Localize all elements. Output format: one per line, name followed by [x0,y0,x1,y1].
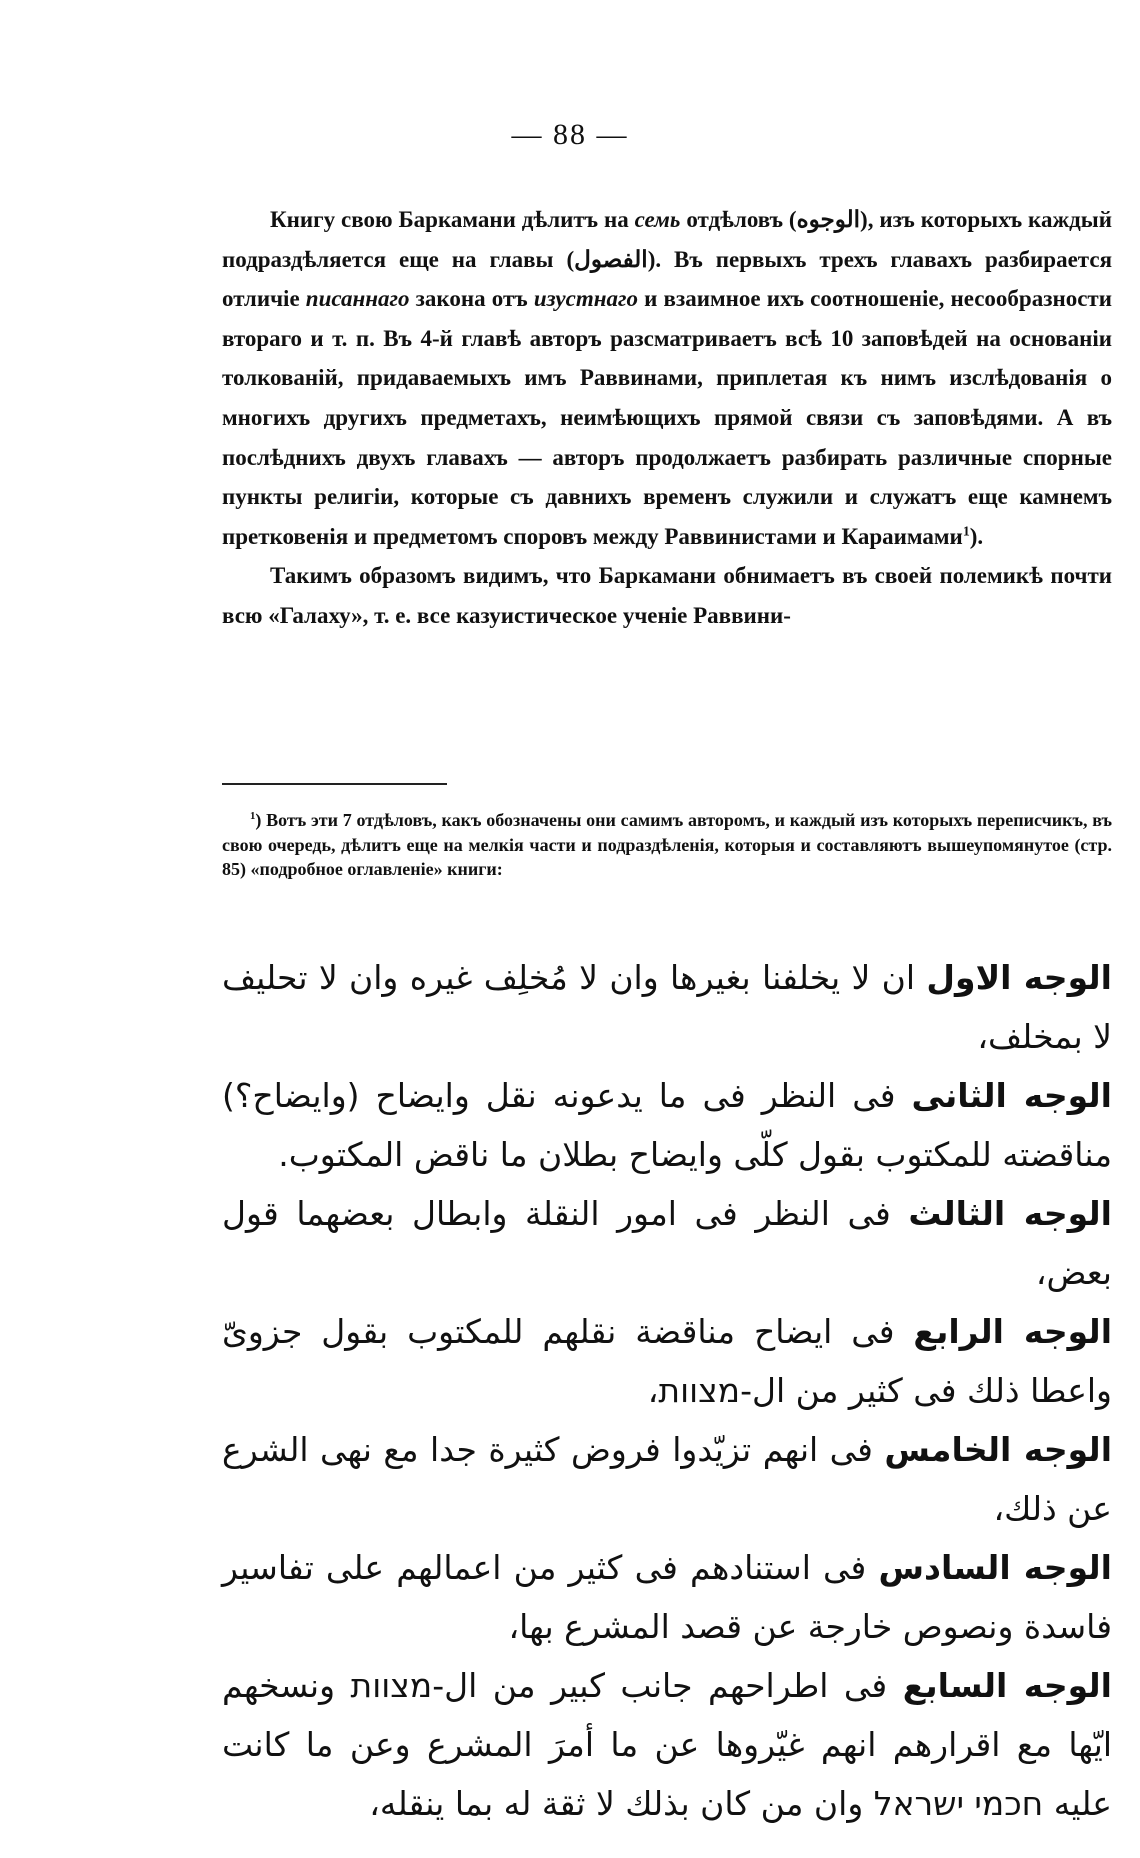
paragraph-2: Такимъ образомъ видимъ, что Баркамани обнимаетъ въ своей полемикѣ почти всю «Галаху», т. е. все казуистическое ученіе Раввини- [222,563,1112,628]
page-number: — 88 — [511,118,629,151]
footnote-body: ) Вотъ эти 7 отдѣловъ, какъ обозначены они самимъ авторомъ, и каждый изъ которыхъ переписчикъ, въ свою очередь, дѣлитъ еще на мелкія части и подраздѣленія, которыя и составляютъ вышеупомянутое (стр. 85) «подробное оглавленіе» книги: [222,810,1112,879]
p1-text-5: ). [969,523,984,549]
p1-text-1: Книгу свою Баркамани дѣлитъ на [270,207,635,232]
p1-text-4: и взаимное ихъ соотношеніе, несообразности втораго и т. п. Въ 4-й главѣ авторъ разсматриваетъ всѣ 10 заповѣдей на основаніи толкованій, придаваемыхъ имъ Раввинами, приплетая къ нимъ изслѣдованія о многихъ другихъ предметахъ, неимѣющихъ прямой связи съ заповѣдями. А въ послѣднихъ двухъ главахъ — авторъ продолжаетъ разбирать различные спорные пункты религіи, которые съ давнихъ временъ служили и служатъ еще камнемъ претковенія и предметомъ споровъ между Раввинистами и Караимами [222,286,1112,549]
paragraph-1 [222,200,1112,556]
arabic-chapter-list [222,948,1112,1833]
arabic-entry-3-text: فى النظر فى امور النقلة وابطال بعضهما قول بعض، [222,1194,1112,1292]
arabic-entry-7-head: الوجه السابع [902,1666,1112,1705]
footnote [222,808,1112,882]
arabic-entry-5-head: الوجه الخامس [884,1430,1113,1469]
p1-text-2: отдѣловъ (الوجوه), изъ которыхъ каждый подраздѣляется еще на главы (الفصول). Въ первыхъ трехъ главахъ разбирается отличіе [222,207,1113,312]
p1-emphasis-oral: изустнаго [533,286,638,312]
arabic-entry-1-text: ان لا يخلفنا بغيرها وان لا مُخلِف غيره وان لا تحليف لا بمخلف، [222,958,1112,1056]
arabic-entry-4 [222,1302,1112,1420]
arabic-entry-5 [222,1420,1112,1538]
arabic-entry-3-head: الوجه الثالث [908,1194,1112,1233]
arabic-entry-1-head: الوجه الاول [926,958,1112,997]
footnote-text [222,808,1112,882]
arabic-entry-2 [222,1066,1112,1184]
p1-emphasis-seven: семь [634,207,681,232]
main-text [222,200,1112,636]
arabic-entry-2-text: فى النظر فى ما يدعونه نقل وايضاح (وايضاح؟) مناقضته للمكتوب بقول كلّى وايضاح بطلان ما ناقض المكتوب. [222,1076,1112,1174]
arabic-entry-5-text: فى انهم تزيّدوا فروض كثيرة جدا مع نهى الشرع عن ذلك، [222,1430,1112,1528]
footnote-mark: 1 [250,810,256,822]
footnote-divider [222,783,447,785]
p1-text-3: закона отъ [409,286,534,312]
arabic-entry-7 [222,1656,1112,1833]
arabic-entry-6-text: فى استنادهم فى كثير من اعمالهم على تفاسير فاسدة ونصوص خارجة عن قصد المشرع بها، [222,1548,1112,1646]
arabic-entry-4-text: فى ايضاح مناقضة نقلهم للمكتوب بقول جزوىّ واعطا ذلك فى كثير من ال-מצוות، [222,1312,1112,1410]
footnote-reference[interactable]: 1 [962,523,970,539]
p1-emphasis-written: писаннаго [305,286,410,312]
arabic-entry-1 [222,948,1112,1066]
arabic-entry-7-text: فى اطراحهم جانب كبير من ال-מצוות ونسخهم ايّها مع اقرارهم انهم غيّروها عن ما أمرَ المشرع وعن ما كانت عليه חכמי ישראל وان من كان بذلك لا ثقة له بما ينقله، [222,1666,1112,1823]
arabic-entry-4-head: الوجه الرابع [913,1312,1113,1351]
arabic-entry-6-head: الوجه السادس [878,1548,1112,1587]
arabic-entry-3 [222,1184,1112,1302]
arabic-entry-6 [222,1538,1112,1656]
arabic-entry-2-head: الوجه الثانى [911,1076,1112,1115]
